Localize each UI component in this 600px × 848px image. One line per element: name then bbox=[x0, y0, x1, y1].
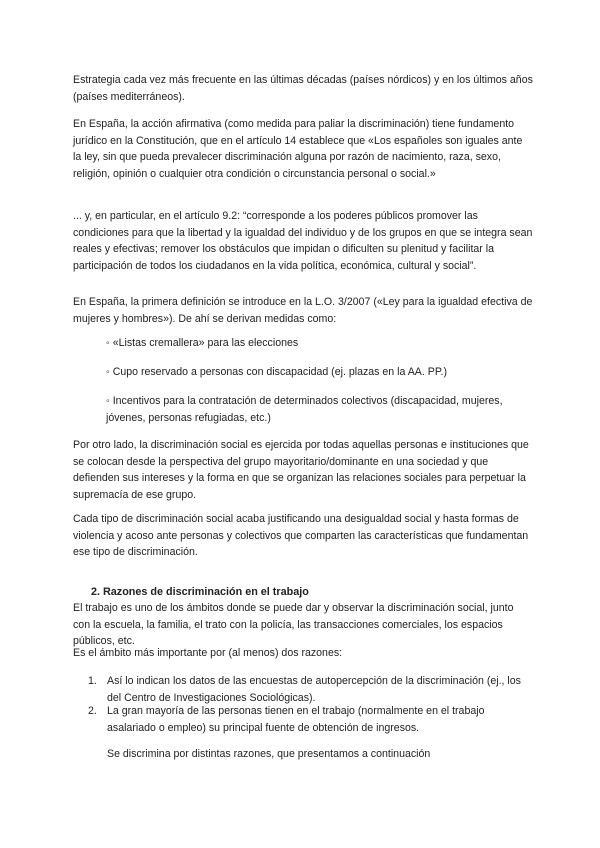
list-number-2: 2. bbox=[88, 705, 97, 717]
list-item-ingresos: La gran mayoría de las personas tienen en el trabajo (normalmente en el trabajo asalariado o empleo) su principal fuente de obtención de ingresos. bbox=[107, 705, 485, 734]
paragraph-lo-3-2007: En España, la primera definición se introduce en la L.O. 3/2007 («Ley para la igualdad efectiva de mujeres y hombres»). De ahí se derivan medidas como: bbox=[73, 296, 533, 325]
bullet-incentivos: ◦ Incentivos para la contratación de determinados colectivos (discapacidad, mujeres, jóvenes, personas refugiadas, etc.) bbox=[106, 395, 503, 424]
section-heading: 2. Razones de discriminación en el trabajo bbox=[91, 586, 309, 598]
section-intro: El trabajo es uno de los ámbitos donde se puede dar y observar la discriminación social, junto con la escuela, la familia, el trato con la policía, las transacciones comerciales, los espacios públicos, etc. bbox=[73, 602, 514, 647]
paragraph-accion-afirmativa: En España, la acción afirmativa (como medida para paliar la discriminación) tiene fundamento jurídico en la Constitución, que en el artículo 14 establece que «Los españoles son iguales ante la ley, sin que pueda prevalecer discriminación alguna por razón de nacimiento, raza, sexo, religión, opinión o cualquier otra condición o circunstancia personal o social.» bbox=[73, 118, 523, 180]
paragraph-estrategia: Estrategia cada vez más frecuente en las últimas décadas (países nórdicos) y en los últimos años (países mediterráneos). bbox=[73, 74, 533, 103]
list-item-encuestas: Así lo indican los datos de las encuestas de autopercepción de la discriminación (ej., los del Centro de Investigaciones Sociológicas). bbox=[107, 675, 521, 704]
paragraph-discriminacion-social: Por otro lado, la discriminación social es ejercida por todas aquellas personas e instituciones que se colocan desde la perspectiva del grupo mayoritario/dominante en una sociedad y que defienden sus intereses y la forma en que se organizan las relaciones sociales para perpetuar la supremacía de ese grupo. bbox=[73, 439, 529, 501]
paragraph-tipos-discriminacion: Cada tipo de discriminación social acaba justificando una desigualdad social y hasta formas de violencia y acoso ante personas y colectivos que comparten las características que fundamentan ese tipo de discriminación. bbox=[73, 513, 529, 558]
closing-line: Se discrimina por distintas razones, que presentamos a continuación bbox=[107, 748, 431, 760]
bullet-cupo-discapacidad: ◦ Cupo reservado a personas con discapacidad (ej. plazas en la AA. PP.) bbox=[106, 366, 447, 378]
bullet-listas-cremallera: ◦ «Listas cremallera» para las elecciones bbox=[106, 337, 299, 349]
paragraph-articulo-9-2: ... y, en particular, en el artículo 9.2: “corresponde a los poderes públicos promover las condiciones para que la libertad y la igualdad del individuo y de los grupos en que se integra sean reales y efectivas; remover los obstáculos que impidan o dificulten su plenitud y facilitar la participación de todos los ciudadanos en la vida política, económica, cultural y social”. bbox=[73, 210, 533, 272]
list-number-1: 1. bbox=[88, 675, 97, 687]
section-intro-reasons: Es el ámbito más importante por (al menos) dos razones: bbox=[73, 647, 343, 659]
